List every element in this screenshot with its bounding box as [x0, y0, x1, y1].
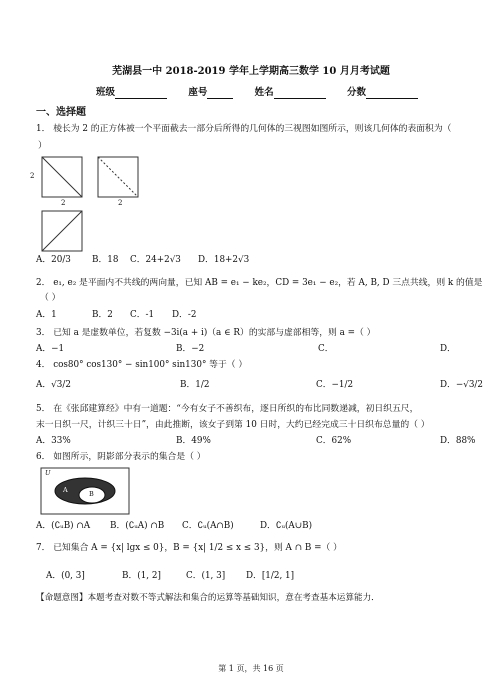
venn-label-a: A [63, 486, 68, 494]
q6-option-c[interactable]: C．∁ᵤ(A∩B) [182, 521, 234, 531]
q1-option-a[interactable]: A．20/3 [36, 255, 71, 265]
q2-option-b[interactable]: B．2 [92, 310, 113, 320]
q2-option-a[interactable]: A．1 [36, 310, 57, 320]
q3-option-a[interactable]: A．−1 [36, 344, 65, 354]
q7-option-a[interactable]: A．(0, 3] [46, 571, 85, 581]
q5-stem: 5． 在《张邱建算经》中有一道题：“今有女子不善织布，逐日所织的布比同数递减，初日织五尺， [36, 404, 419, 414]
name-label: 姓名 [254, 87, 274, 98]
q1-stem: 1． 棱长为 2 的正方体被一个平面截去一部分后所得的几何体的三视图如图所示，则该几何体的表面积为（ [36, 124, 452, 134]
name-blank[interactable] [274, 89, 326, 99]
q6-option-b[interactable]: B．(∁ᵤA) ∩B [110, 521, 165, 531]
page-footer: 第 1 页，共 16 页 [218, 664, 284, 673]
q4-option-a[interactable]: A．√3/2 [36, 380, 71, 390]
q1-option-b[interactable]: B．18 [92, 255, 119, 265]
q2-stem: 2． e₁, e₂ 是平面内不共线的两向量，已知 AB = e₁ − ke₂，CD = 3e₁ − e₂，若 A, B, D 三点共线，则 k 的值是 [36, 278, 483, 288]
q5-option-b[interactable]: B．49% [176, 436, 211, 446]
three-view-figure [40, 155, 160, 265]
class-blank[interactable] [115, 89, 167, 99]
q1-option-d[interactable]: D．18+2√3 [198, 255, 250, 265]
q2-stem-cont: （ ） [40, 293, 61, 303]
q5-option-c[interactable]: C．62% [316, 436, 352, 446]
q5-option-a[interactable]: A．33% [36, 436, 71, 446]
q2-option-d[interactable]: D．-2 [172, 310, 197, 320]
seat-label: 座号 [188, 87, 208, 98]
q3-option-c[interactable]: C． [318, 344, 334, 354]
q2-option-c[interactable]: C．-1 [130, 310, 155, 320]
q3-option-d[interactable]: D． [440, 344, 456, 354]
fig-label-left: 2 [30, 172, 35, 180]
q7-option-d[interactable]: D．[1/2, 1] [246, 571, 295, 581]
q5-stem-cont: 末一日织一尺，计织三十日”，由此推断，该女子到第 10 日时，大约已经完成三十日织布总量的（ ） [36, 420, 430, 430]
q4-option-b[interactable]: B．1/2 [180, 380, 210, 390]
q3-stem: 3． 已知 a 是虚数单位，若复数 −3i(a + i)（a ∈ R）的实部与虚部相等，则 a =（ ） [36, 328, 376, 338]
q1-option-c[interactable]: C．24+2√3 [130, 255, 181, 265]
q7-stem: 7． 已知集合 A = {x| lgx ≤ 0}，B = {x| 1/2 ≤ x ≤ 3}，则 A ∩ B =（ ） [36, 543, 342, 553]
score-blank[interactable] [366, 89, 418, 99]
venn-diagram [40, 467, 130, 515]
score-label: 分数 [346, 87, 366, 98]
q6-stem: 6． 如图所示，阴影部分表示的集合是（ ） [36, 452, 206, 462]
q6-option-d[interactable]: D．∁ᵤ(A∪B) [260, 521, 313, 531]
seat-blank[interactable] [207, 89, 233, 99]
q5-option-d[interactable]: D．88% [440, 436, 476, 446]
q6-option-a[interactable]: A．(∁ᵤB) ∩A [36, 521, 91, 531]
proposition-note: 【命题意图】本题考查对数不等式解法和集合的运算等基础知识，意在考查基本运算能力． [36, 593, 380, 603]
q7-option-b[interactable]: B．(1, 2] [122, 571, 161, 581]
q4-option-c[interactable]: C．−1/2 [316, 380, 354, 390]
venn-label-u: U [45, 469, 51, 477]
q4-option-d[interactable]: D．−√3/2 [440, 380, 483, 390]
class-label: 班级 [96, 87, 116, 98]
section-heading: 一、选择题 [36, 107, 86, 118]
fig-label-bottom: 2 [61, 199, 66, 207]
fig-label-side: 2 [118, 199, 123, 207]
student-fields-row [96, 88, 436, 99]
venn-label-b: B [89, 490, 94, 498]
q7-option-c[interactable]: C．(1, 3] [186, 571, 226, 581]
q3-option-b[interactable]: B．−2 [176, 344, 205, 354]
page-title: 芜湖县一中 2018-2019 学年上学期高三数学 10 月月考试题 [112, 66, 390, 77]
q1-stem-cont: ） [38, 141, 47, 151]
q4-stem: 4． cos80° cos130° − sin100° sin130° 等于（ ） [36, 360, 248, 370]
